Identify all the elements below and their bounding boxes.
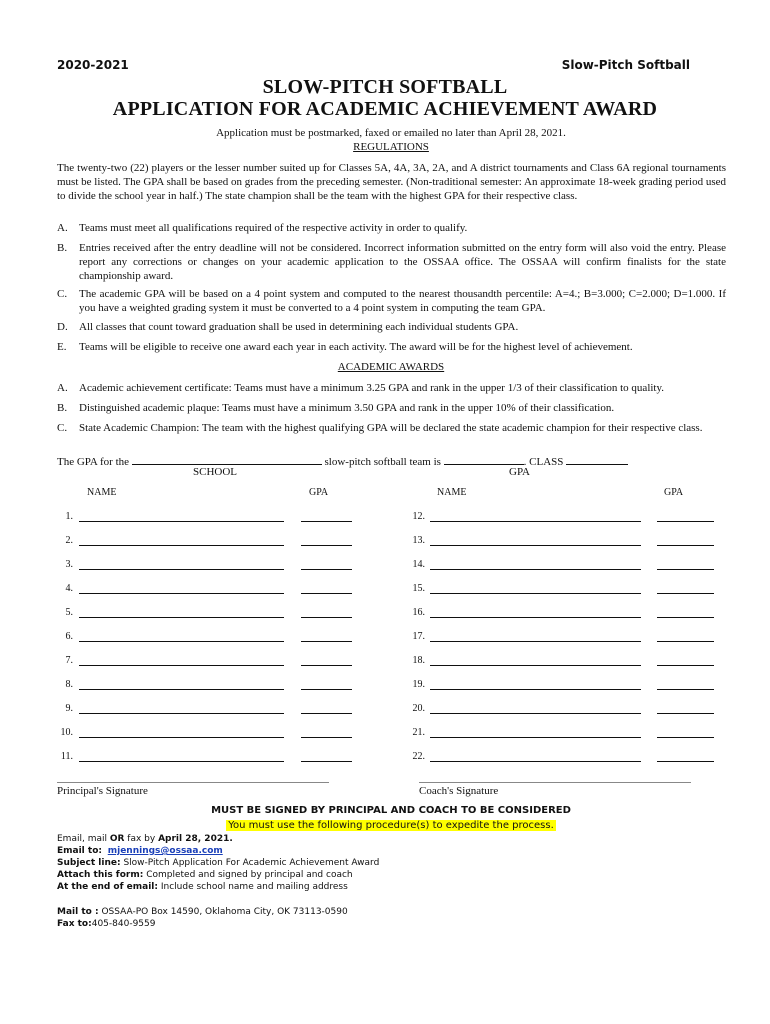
player-gpa-field[interactable] xyxy=(301,761,352,762)
regulation-text: Teams must meet all qualifications required of the respective activity in order to qualify. xyxy=(79,222,468,234)
gpa-statement-middle: slow-pitch softball team is xyxy=(324,456,441,468)
award-letter: C. xyxy=(57,422,68,434)
deadline-notice: Application must be postmarked, faxed or emailed no later than April 28, 2021. xyxy=(216,127,566,139)
roster-row-number: 11. xyxy=(60,751,73,762)
award-text: Distinguished academic plaque: Teams must have a minimum 3.50 GPA and rank in the upper 10% of their classification. xyxy=(79,402,615,414)
subject-label: Subject line: xyxy=(57,858,121,868)
player-name-field[interactable] xyxy=(79,569,284,570)
regulation-letter: B. xyxy=(57,242,68,254)
gpa-field-label: GPA xyxy=(509,466,530,478)
player-gpa-field[interactable] xyxy=(657,689,714,690)
roster-row-number: 10. xyxy=(60,727,73,738)
submission-date: April 28, 2021. xyxy=(158,834,233,844)
class-field[interactable] xyxy=(566,454,628,465)
roster-row-number: 18. xyxy=(412,655,425,666)
email-label: Email to: xyxy=(57,846,102,856)
regulation-text: The academic GPA will be based on a 4 point system and computed to the nearest thousandth percentile: A=4.; B=3.000; C=2.000; D=1.000. If you have a weighted grading system it must be converted to a 4 point system in computing the team GPA. xyxy=(79,288,726,314)
name-column-header-left: NAME xyxy=(87,487,117,498)
roster-row-number: 13. xyxy=(412,535,425,546)
player-gpa-field[interactable] xyxy=(657,737,714,738)
roster-row-number: 14. xyxy=(412,559,425,570)
roster-row-number: 22. xyxy=(412,751,425,762)
mail-label: Mail to : xyxy=(57,907,99,917)
subject-line xyxy=(57,857,379,869)
principal-signature-label: Principal's Signature xyxy=(57,785,148,797)
player-name-field[interactable] xyxy=(430,641,641,642)
player-name-field[interactable] xyxy=(79,617,284,618)
player-name-field[interactable] xyxy=(430,689,641,690)
player-name-field[interactable] xyxy=(79,737,284,738)
player-gpa-field[interactable] xyxy=(301,713,352,714)
player-name-field[interactable] xyxy=(430,761,641,762)
award-letter: A. xyxy=(57,382,68,394)
player-name-field[interactable] xyxy=(430,569,641,570)
roster-row-number: 3. xyxy=(65,559,73,570)
name-column-header-right: NAME xyxy=(437,487,467,498)
end-label: At the end of email: xyxy=(57,882,158,892)
roster-row-number: 2. xyxy=(65,535,73,546)
regulation-letter: E. xyxy=(57,341,67,353)
submission-mid: fax by xyxy=(124,834,159,844)
procedure-notice xyxy=(0,820,770,831)
player-name-field[interactable] xyxy=(430,665,641,666)
player-gpa-field[interactable] xyxy=(301,569,352,570)
awards-heading: ACADEMIC AWARDS xyxy=(337,361,445,373)
player-gpa-field[interactable] xyxy=(301,521,352,522)
roster-row-number: 15. xyxy=(412,583,425,594)
roster-row-number: 8. xyxy=(65,679,73,690)
roster-row-number: 9. xyxy=(65,703,73,714)
award-text: State Academic Champion: The team with the highest qualifying GPA will be declared the state academic champion for their respective class. xyxy=(79,422,703,434)
player-gpa-field[interactable] xyxy=(657,665,714,666)
regulation-text: Entries received after the entry deadline will not be considered. Incorrect information submitted on the entry form will also void the entry. Please report any corrections or changes on your academic application to the OSSAA office. The OSSAA will confirm finalists for the state championship award. xyxy=(79,242,726,282)
roster-row-number: 17. xyxy=(412,631,425,642)
player-name-field[interactable] xyxy=(79,665,284,666)
attach-text: Completed and signed by principal and coach xyxy=(146,870,353,880)
roster-row-number: 20. xyxy=(412,703,425,714)
school-name-field[interactable] xyxy=(132,454,322,465)
email-line xyxy=(57,845,223,857)
regulation-letter: D. xyxy=(57,321,68,333)
player-gpa-field[interactable] xyxy=(657,569,714,570)
player-gpa-field[interactable] xyxy=(301,665,352,666)
team-gpa-field[interactable] xyxy=(444,454,524,465)
player-gpa-field[interactable] xyxy=(657,545,714,546)
player-name-field[interactable] xyxy=(430,617,641,618)
principal-signature-field[interactable] xyxy=(57,782,329,783)
player-gpa-field[interactable] xyxy=(657,617,714,618)
mail-address: OSSAA-PO Box 14590, Oklahoma City, OK 73113-0590 xyxy=(101,907,348,917)
roster-row-number: 4. xyxy=(65,583,73,594)
regulation-text: Teams will be eligible to receive one award each year in each activity. The award will be for the highest level of achievement. xyxy=(79,341,633,353)
player-gpa-field[interactable] xyxy=(301,689,352,690)
coach-signature-field[interactable] xyxy=(419,782,691,783)
player-name-field[interactable] xyxy=(79,641,284,642)
player-name-field[interactable] xyxy=(430,593,641,594)
player-name-field[interactable] xyxy=(79,545,284,546)
attach-label: Attach this form: xyxy=(57,870,144,880)
roster-row-number: 21. xyxy=(412,727,425,738)
gpa-column-header-left: GPA xyxy=(309,487,329,498)
player-gpa-field[interactable] xyxy=(657,521,714,522)
coach-signature-label: Coach's Signature xyxy=(419,785,499,797)
form-title: SLOW-PITCH SOFTBALL xyxy=(262,76,508,98)
award-letter: B. xyxy=(57,402,68,414)
end-text: Include school name and mailing address xyxy=(160,882,348,892)
player-gpa-field[interactable] xyxy=(301,545,352,546)
regulations-heading: REGULATIONS xyxy=(353,141,429,153)
roster-row-number: 5. xyxy=(65,607,73,618)
signature-requirement: MUST BE SIGNED BY PRINCIPAL AND COACH TO BE CONSIDERED xyxy=(211,805,571,816)
player-name-field[interactable] xyxy=(430,545,641,546)
player-name-field[interactable] xyxy=(79,761,284,762)
sport-name: Slow-Pitch Softball xyxy=(561,58,690,72)
roster-row-number: 16. xyxy=(412,607,425,618)
regulations-intro: The twenty-two (22) players or the lesser number suited up for Classes 5A, 4A, 3A, 2A, and A district tournaments and Class 6A regional tournaments must be listed. The GPA shall be based on grades from the preceding semester. (Non-traditional semester: An approximate 18-week grading period used to divide the school year in half.) The state champion shall be the team with the highest GPA for their respective class. xyxy=(57,162,726,202)
attach-line xyxy=(57,869,353,881)
player-gpa-field[interactable] xyxy=(301,593,352,594)
form-subtitle: APPLICATION FOR ACADEMIC ACHIEVEMENT AWARD xyxy=(112,98,658,120)
roster-row-number: 19. xyxy=(412,679,425,690)
roster-row-number: 7. xyxy=(65,655,73,666)
player-gpa-field[interactable] xyxy=(301,737,352,738)
player-name-field[interactable] xyxy=(79,713,284,714)
player-gpa-field[interactable] xyxy=(657,761,714,762)
subject-text: Slow-Pitch Application For Academic Achievement Award xyxy=(123,858,380,868)
player-gpa-field[interactable] xyxy=(657,641,714,642)
gpa-statement-prefix: The GPA for the xyxy=(57,456,130,468)
player-name-field[interactable] xyxy=(430,737,641,738)
roster-row-number: 1. xyxy=(65,511,73,522)
regulation-letter: A. xyxy=(57,222,68,234)
award-text: Academic achievement certificate: Teams must have a minimum 3.25 GPA and rank in the upper 1/3 of their classification to quality. xyxy=(79,382,665,394)
roster-row-number: 6. xyxy=(65,631,73,642)
fax-line xyxy=(57,918,155,930)
end-of-email-line xyxy=(57,881,348,893)
player-name-field[interactable] xyxy=(79,593,284,594)
player-name-field[interactable] xyxy=(79,689,284,690)
submission-prefix: Email, mail xyxy=(57,834,110,844)
school-field-label: SCHOOL xyxy=(193,466,238,478)
player-gpa-field[interactable] xyxy=(657,593,714,594)
player-gpa-field[interactable] xyxy=(301,641,352,642)
player-name-field[interactable] xyxy=(430,713,641,714)
gpa-statement xyxy=(57,454,757,468)
submission-or: OR xyxy=(109,834,125,844)
procedure-highlight: You must use the following procedure(s) to expedite the process. xyxy=(228,820,554,831)
mail-line xyxy=(57,906,348,918)
fax-label: Fax to: xyxy=(57,919,92,929)
player-gpa-field[interactable] xyxy=(301,617,352,618)
submission-deadline-line xyxy=(57,833,233,845)
roster-row-number: 12. xyxy=(412,511,425,522)
gpa-column-header-right: GPA xyxy=(664,487,684,498)
regulation-letter: C. xyxy=(57,288,68,300)
class-label: . CLASS xyxy=(523,456,564,468)
season-year: 2020-2021 xyxy=(57,58,129,72)
email-link[interactable]: mjennings@ossaa.com xyxy=(107,846,223,856)
player-gpa-field[interactable] xyxy=(657,713,714,714)
fax-number: 405-840-9559 xyxy=(91,919,156,929)
player-name-field[interactable] xyxy=(430,521,641,522)
player-name-field[interactable] xyxy=(79,521,284,522)
regulation-text: All classes that count toward graduation shall be used in determining each individual students GPA. xyxy=(79,321,519,333)
